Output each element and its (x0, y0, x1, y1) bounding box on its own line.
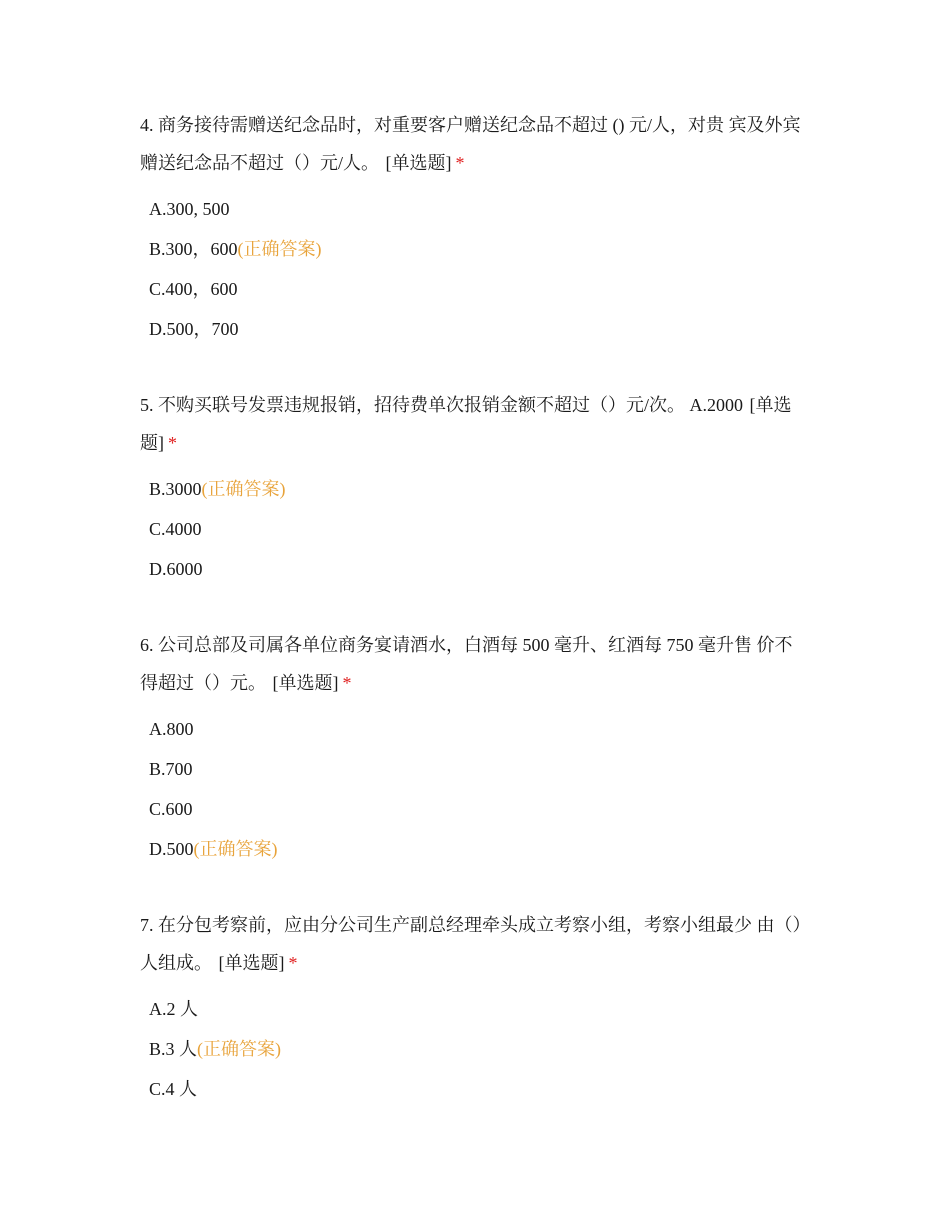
option-label: B.300，600 (149, 239, 238, 259)
question-4 (140, 106, 810, 386)
option-label: B.700 (149, 759, 193, 779)
option-label: A.2 人 (149, 999, 198, 1019)
option-list (140, 989, 810, 1109)
option-c[interactable] (149, 269, 810, 309)
option-label: D.6000 (149, 559, 203, 579)
option-label: D.500，700 (149, 319, 239, 339)
question-type-label: [单选题] (140, 395, 792, 453)
correct-answer-mark: (正确答案) (197, 1039, 282, 1059)
question-stem: 5. 不购买联号发票违规报销，招待费单次报销金额不超过（）元/次。 A.2000 (140, 395, 743, 415)
option-d[interactable] (149, 549, 810, 589)
option-list (140, 709, 810, 869)
required-marker: * (455, 153, 465, 173)
option-a[interactable] (149, 709, 810, 749)
question-text (140, 386, 810, 462)
option-c[interactable] (149, 1069, 810, 1109)
option-b[interactable] (149, 749, 810, 789)
option-d[interactable] (149, 309, 810, 349)
option-a[interactable] (149, 989, 810, 1029)
option-c[interactable] (149, 789, 810, 829)
correct-answer-mark: (正确答案) (237, 239, 322, 259)
question-stem: 4. 商务接待需赠送纪念品时，对重要客户赠送纪念品不超过 () 元/人，对贵 宾及外宾赠送纪念品不超过（）元/人。 (140, 115, 801, 173)
option-label: C.4000 (149, 519, 202, 539)
option-label: B.3 人 (149, 1039, 198, 1059)
question-stem: 7. 在分包考察前，应由分公司生产副总经理牵头成立考察小组，考察小组最少 由（）人组成。 (140, 915, 802, 973)
question-text (140, 106, 810, 182)
question-text (140, 906, 810, 982)
question-text (140, 626, 810, 702)
question-6 (140, 626, 810, 906)
option-a[interactable] (149, 189, 810, 229)
option-label: B.3000 (149, 479, 202, 499)
question-7 (140, 906, 810, 1109)
option-label: C.600 (149, 799, 193, 819)
question-5 (140, 386, 810, 626)
option-d[interactable] (149, 829, 810, 869)
option-b[interactable] (149, 1029, 810, 1069)
correct-answer-mark: (正确答案) (193, 839, 278, 859)
option-label: A.300, 500 (149, 199, 230, 219)
required-marker: * (342, 673, 352, 693)
required-marker: * (168, 433, 177, 453)
option-b[interactable] (149, 229, 810, 269)
option-list (140, 189, 810, 349)
question-type-label: [单选题] (272, 673, 339, 693)
question-type-label: [单选题] (385, 153, 452, 173)
option-label: C.400，600 (149, 279, 238, 299)
question-type-label: [单选题] (218, 953, 285, 973)
option-b[interactable] (149, 469, 810, 509)
option-c[interactable] (149, 509, 810, 549)
option-label: C.4 人 (149, 1079, 198, 1099)
survey-document (140, 106, 810, 1109)
correct-answer-mark: (正确答案) (201, 479, 286, 499)
option-list (140, 469, 810, 589)
option-label: A.800 (149, 719, 194, 739)
option-label: D.500 (149, 839, 194, 859)
required-marker: * (288, 953, 298, 973)
question-stem: 6. 公司总部及司属各单位商务宴请酒水，白酒每 500 毫升、红酒每 750 毫升售 价不得超过（）元。 (140, 635, 793, 693)
